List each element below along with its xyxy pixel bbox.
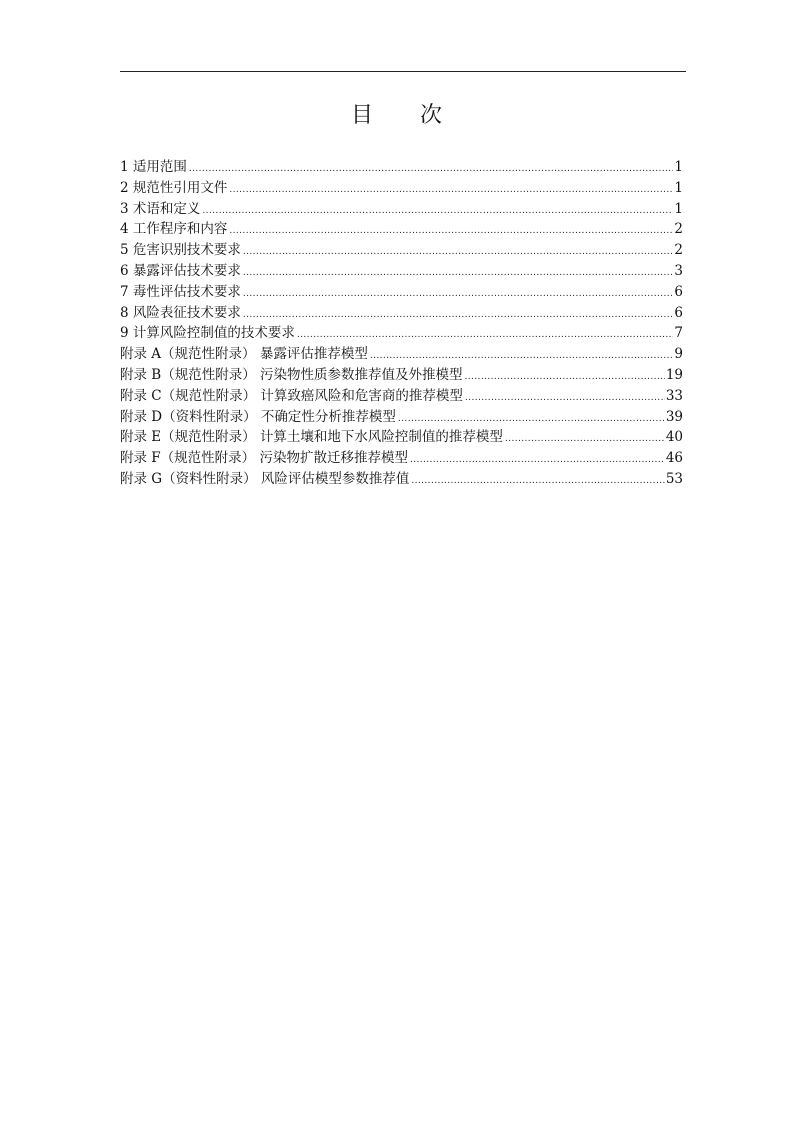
toc-page-number: 53 (665, 470, 683, 487)
toc-dot-leader (411, 469, 664, 490)
toc-entry-label: 2 规范性引用文件 (120, 179, 228, 196)
toc-entry-appendix-a[interactable] (120, 344, 683, 365)
toc-entry-label: 附录 B（规范性附录） 污染物性质参数推荐值及外推模型 (120, 366, 463, 383)
toc-dot-leader (229, 219, 673, 240)
toc-entry-7[interactable] (120, 282, 683, 303)
toc-entry-appendix-b[interactable] (120, 365, 683, 386)
toc-entry-label: 1 适用范围 (120, 159, 187, 175)
toc-page-number: 33 (665, 387, 683, 404)
toc-page-number: 7 (674, 325, 683, 342)
toc-entry-label: 附录 F（规范性附录） 污染物扩散迁移推荐模型 (120, 450, 408, 467)
toc-page-number: 6 (674, 283, 683, 300)
toc-dot-leader (370, 344, 674, 365)
toc-entry-9[interactable] (120, 323, 683, 344)
toc-entry-8[interactable] (120, 303, 683, 324)
toc-dot-leader (398, 407, 665, 428)
toc-entry-label: 附录 D（资料性附录） 不确定性分析推荐模型 (120, 408, 396, 425)
toc-dot-leader (243, 282, 674, 303)
toc-dot-leader (465, 386, 665, 407)
toc-page-number: 2 (674, 242, 683, 259)
toc-entry-appendix-f[interactable] (120, 448, 683, 469)
toc-page-number: 2 (674, 221, 683, 238)
toc-page-number: 9 (674, 346, 683, 363)
toc-entry-label: 附录 G（资料性附录） 风险评估模型参数推荐值 (120, 470, 410, 487)
toc-dot-leader (297, 323, 674, 344)
toc-title: 目 次 (351, 103, 462, 128)
toc-page-number: 40 (665, 429, 683, 446)
toc-dot-leader (243, 261, 674, 282)
toc-entry-6[interactable] (120, 261, 683, 282)
toc-entry-label: 9 计算风险控制值的技术要求 (120, 325, 295, 342)
toc-page-number: 1 (674, 159, 683, 175)
toc-entry-label: 4 工作程序和内容 (120, 221, 228, 238)
toc-page-number: 1 (674, 179, 683, 196)
toc-entry-5[interactable] (120, 240, 683, 261)
toc-page-number: 1 (674, 200, 683, 217)
toc-entry-label: 7 毒性评估技术要求 (120, 283, 241, 300)
toc-dot-leader (202, 199, 673, 220)
toc-entry-label: 附录 A（规范性附录） 暴露评估推荐模型 (120, 346, 368, 363)
toc-dot-leader (189, 157, 674, 178)
toc-entry-3[interactable] (120, 199, 683, 220)
toc-page-number: 19 (665, 366, 683, 383)
toc-entry-appendix-e[interactable] (120, 427, 683, 448)
toc-entry-label: 3 术语和定义 (120, 200, 201, 217)
header-rule (120, 71, 686, 72)
toc-entry-1[interactable] (120, 157, 683, 178)
toc-entry-label: 6 暴露评估技术要求 (120, 262, 241, 279)
toc-entry-2[interactable] (120, 178, 683, 199)
toc-entry-appendix-g[interactable] (120, 469, 683, 490)
toc-page-number: 6 (674, 304, 683, 321)
toc-entry-4[interactable] (120, 219, 683, 240)
toc-page-number: 39 (665, 408, 683, 425)
toc-page-number: 46 (665, 450, 683, 467)
toc-dot-leader (465, 365, 665, 386)
toc-entry-appendix-d[interactable] (120, 407, 683, 428)
toc-page-number: 3 (674, 262, 683, 279)
toc-entry-label: 附录 E（规范性附录） 计算土壤和地下水风险控制值的推荐模型 (120, 429, 503, 446)
toc-dot-leader (505, 427, 665, 448)
toc-dot-leader (243, 303, 674, 324)
toc-entry-label: 5 危害识别技术要求 (120, 242, 241, 259)
table-of-contents (120, 157, 683, 490)
toc-entry-label: 附录 C（规范性附录） 计算致癌风险和危害商的推荐模型 (120, 387, 463, 404)
toc-dot-leader (410, 448, 665, 469)
toc-dot-leader (243, 240, 674, 261)
toc-dot-leader (229, 178, 673, 199)
toc-entry-label: 8 风险表征技术要求 (120, 304, 241, 321)
toc-entry-appendix-c[interactable] (120, 386, 683, 407)
